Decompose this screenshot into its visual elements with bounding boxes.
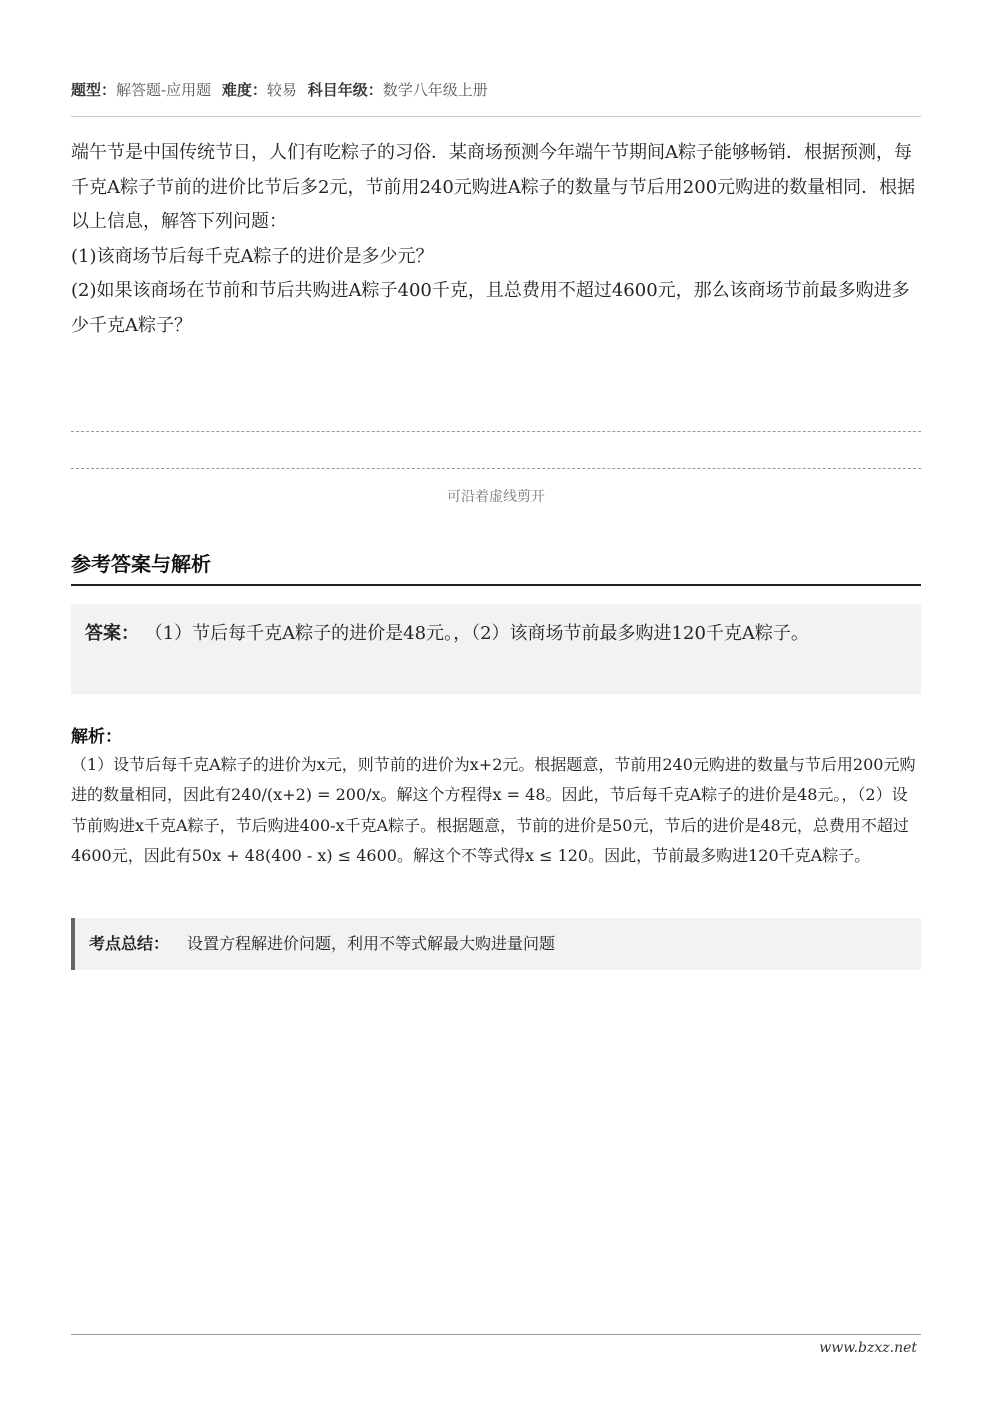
cut-hint: 可沿着虚线剪开: [447, 489, 545, 505]
summary-text: 设置方程解进价问题，利用不等式解最大购进量问题: [187, 934, 556, 953]
section-title: 参考答案与解析: [71, 552, 211, 576]
cut-line-lower: [71, 468, 921, 469]
type-label: 题型：: [71, 81, 117, 99]
subject-value: 数学八年级上册: [382, 81, 488, 99]
header-divider: [71, 116, 921, 117]
summary-label: 考点总结：: [89, 934, 170, 953]
subject-label: 科目年级：: [307, 81, 383, 99]
difficulty-label: 难度：: [221, 81, 267, 99]
analysis-label: 解析：: [71, 727, 122, 747]
section-divider: [71, 584, 921, 586]
footer-site: www.bzxz.net: [819, 1340, 917, 1356]
question-part-1: (1)该商场节后每千克A粽子的进价是多少元？: [71, 245, 434, 267]
question-part-2: (2)如果该商场在节前和节后共购进A粽子400千克，且总费用不超过4600元，那么该商场节前最多购进多少千克A粽子？: [71, 280, 910, 336]
difficulty-value: 较易: [266, 81, 297, 99]
answer-text: （1）节后每千克A粽子的进价是48元。，（2）该商场节前最多购进120千克A粽子。: [144, 623, 809, 644]
question-stem: 端午节是中国传统节日，人们有吃粽子的习俗．某商场预测今年端午节期间A粽子能够畅销．根据预测，每千克A粽子节前的进价比节后多2元，节前用240元购进A粽子的数量与节后用200元购进的数量相同．根据以上信息，解答下列问题：: [71, 142, 916, 232]
analysis-text: （1）设节后每千克A粽子的进价为x元，则节前的进价为x+2元。根据题意，节前用240元购进的数量与节后用200元购进的数量相同，因此有240/(x+2) = 200/x。解这个方程得x = 48。因此，节后每千克A粽子的进价是48元。，（2）设节前购进x千克A粽子，节后购进400-x千克A粽子。根据题意，节前的进价是50元，节后的进价是48元，总费用不超过4600元，因此有50x + 48(400 - x) ≤ 4600。解这个不等式得x ≤ 120。因此，节前最多购进120千克A粽子。: [71, 755, 916, 866]
summary-box: [71, 918, 921, 970]
answer-box: [71, 604, 921, 694]
cut-line-upper: [71, 431, 921, 432]
answer-label: 答案：: [85, 623, 139, 644]
question-meta: [71, 79, 921, 101]
footer-divider: [71, 1334, 921, 1335]
type-value: 解答题-应用题: [116, 81, 212, 99]
question-body: [71, 136, 921, 343]
